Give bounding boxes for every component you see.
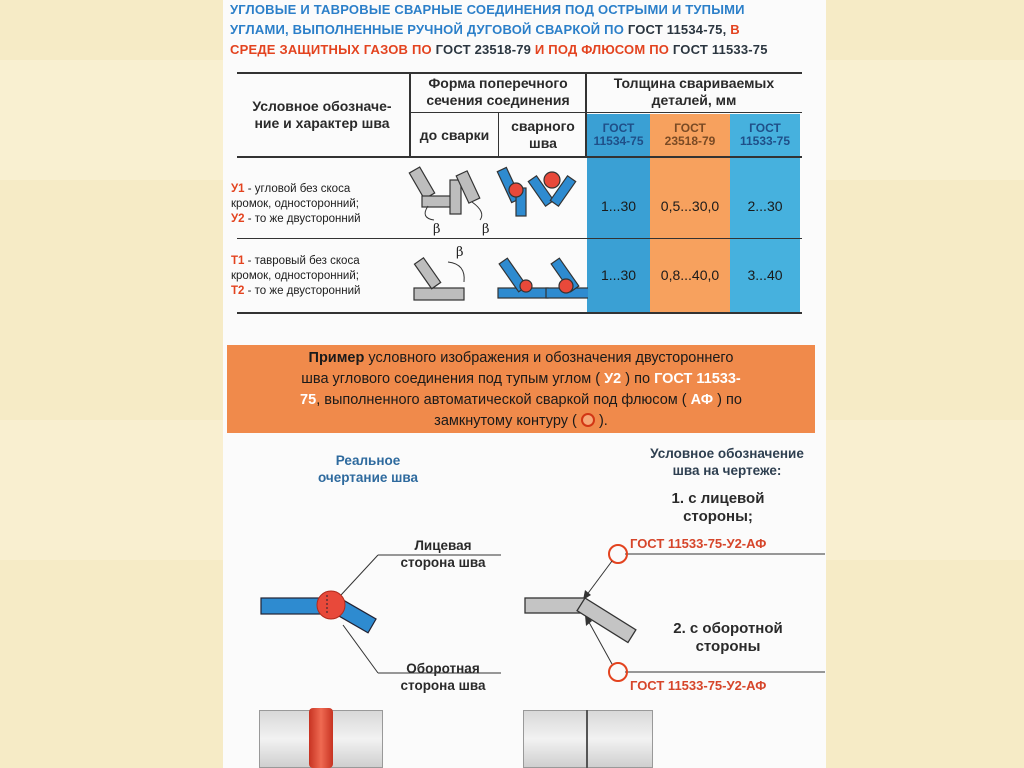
- closed-contour-icon: [581, 413, 595, 427]
- gost-3-title: ГОСТ 11533-75: [739, 121, 791, 148]
- col2-header: Форма поперечного сечения соединения: [426, 75, 570, 108]
- left-figure-drawing: [253, 545, 503, 690]
- row2-diagram: [408, 238, 588, 312]
- step-1-label: 1. с лицевой стороны;: [671, 490, 765, 525]
- value-r1-c3: 2...30: [747, 198, 783, 214]
- gost-2-title: ГОСТ 23518-79: [664, 121, 716, 148]
- value-r1-c1: 1...30: [600, 198, 637, 214]
- svg-text:β: β: [433, 222, 441, 237]
- col1-header: Условное обозначе- ние и характер шва: [252, 98, 392, 131]
- example-line-1: Пример условного изображения и обозначения двустороннего: [308, 350, 734, 366]
- subheader-line: [410, 112, 802, 113]
- example-line-3: 75, выполненного автоматической сваркой под флюсом ( АФ ) по: [300, 392, 742, 408]
- col3-header: Толщина свариваемых деталей, мм: [613, 75, 775, 108]
- right-figure-drawing: [513, 540, 826, 700]
- poster: [223, 0, 826, 768]
- value-r2-c3: 3...40: [747, 267, 783, 283]
- svg-text:β: β: [482, 222, 490, 237]
- header-line-1: УГЛОВЫЕ И ТАВРОВЫЕ СВАРНЫЕ СОЕДИНЕНИЯ ПОД ОСТРЫМИ И ТУПЫМИ: [230, 2, 745, 17]
- table-top-line: [237, 72, 802, 74]
- example-line-2: шва углового соединения под тупым углом ( У2 ) по ГОСТ 11533-: [301, 371, 741, 387]
- header-line-2: УГЛАМИ, ВЫПОЛНЕННЫЕ РУЧНОЙ ДУГОВОЙ СВАРКОЙ ПО ГОСТ 11534-75, В: [230, 22, 740, 37]
- right-photo-bar: [523, 710, 653, 768]
- gost-top-label: ГОСТ 11533-75-У2-АФ: [630, 536, 767, 551]
- row2-description: Т1 - тавровый без скоса кромок, односторонний; Т2 - то же двусторонний: [231, 255, 361, 297]
- weld-bead-photo: [309, 708, 333, 768]
- value-r2-c1: 1...30: [600, 267, 637, 283]
- example-box: [227, 345, 815, 433]
- header-line-3: СРЕДЕ ЗАЩИТНЫХ ГАЗОВ ПО ГОСТ 23518-79 И ПОД ФЛЮСОМ ПО ГОСТ 11533-75: [230, 42, 768, 57]
- face-side-label: Лицевая сторона шва: [400, 538, 486, 570]
- value-r1-c2: 0,5...30,0: [660, 198, 720, 214]
- gost-bottom-label: ГОСТ 11533-75-У2-АФ: [630, 678, 767, 693]
- step-2-label: 2. с оборотной стороны: [673, 620, 783, 655]
- col2-sub-weld: сварного шва: [511, 118, 575, 151]
- value-r2-c2: 0,8...40,0: [660, 267, 720, 283]
- right-fig-title: Условное обозначение шва на чертеже:: [650, 446, 804, 478]
- col2-sub-before: до сварки: [419, 127, 490, 143]
- table-bottom-line: [237, 312, 802, 314]
- gost-column-2: [650, 114, 730, 314]
- row1-description: У1 - угловой без скоса кромок, односторонний; У2 - то же двусторонний: [231, 183, 361, 225]
- gost-1-title: ГОСТ 11534-75: [593, 121, 644, 148]
- back-side-label: Оборотная сторона шва: [400, 661, 486, 693]
- example-line-4: замкнутому контуру ( ).: [434, 413, 608, 429]
- left-fig-title: Реальное очертание шва: [317, 453, 419, 485]
- row1-diagram: [408, 158, 588, 238]
- svg-text:β: β: [456, 245, 464, 260]
- gost-column-1: [587, 114, 650, 314]
- table-vline-2: [498, 112, 499, 158]
- right-photo-seam: [586, 710, 588, 768]
- gost-column-3: [730, 114, 800, 314]
